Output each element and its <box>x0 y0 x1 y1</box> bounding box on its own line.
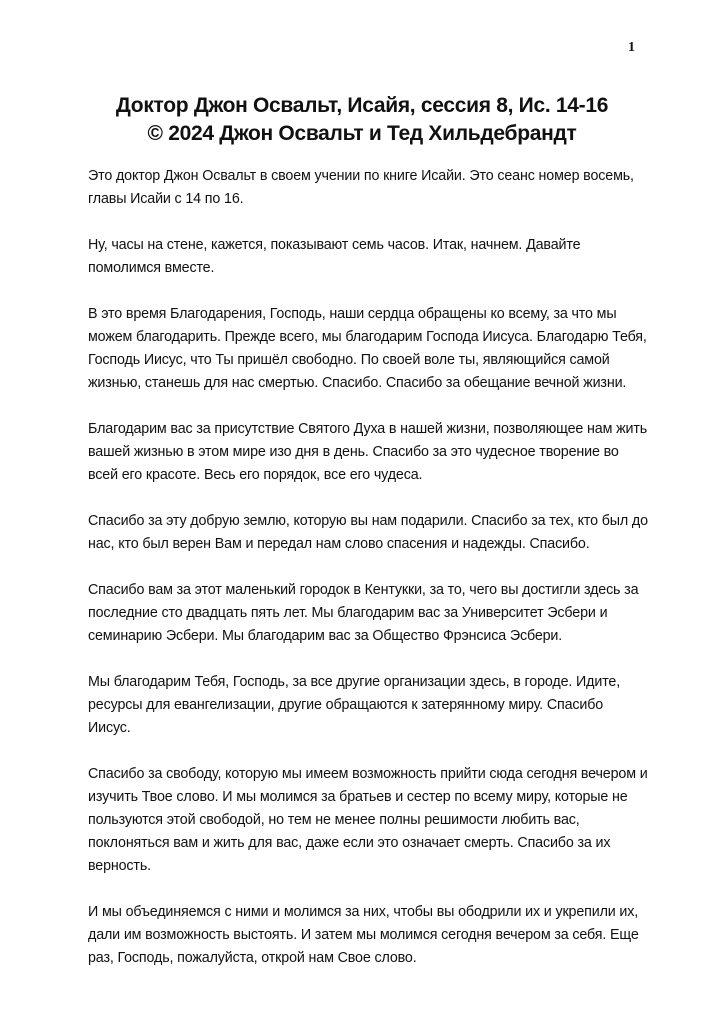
paragraph-5: Спасибо за эту добрую землю, которую вы нам подарили. Спасибо за тех, кто был до нас, кто был верен Вам и передал нам слово спасения и надежды. Спасибо. <box>88 513 648 552</box>
paragraph-3: В это время Благодарения, Господь, наши сердца обращены ко всему, за что мы можем благодарить. Прежде всего, мы благодарим Господа Иисуса. Благодарю Тебя, Господь Иисус, что Ты пришёл свободно. По своей воле ты, являющийся самой жизнью, станешь для нас смертью. Спасибо. Спасибо за обещание вечной жизни. <box>88 306 647 391</box>
paragraph-6: Спасибо вам за этот маленький городок в Кентукки, за то, чего вы достигли здесь за последние сто двадцать пять лет. Мы благодарим вас за Университет Эсбери и семинарию Эсбери. Мы благодарим вас за Общество Фрэнсиса Эсбери. <box>88 582 639 644</box>
paragraph-1: Это доктор Джон Освальт в своем учении по книге Исайи. Это сеанс номер восемь, главы Исайи с 14 по 16. <box>88 168 634 207</box>
paragraph-2: Ну, часы на стене, кажется, показывают семь часов. Итак, начнем. Давайте помолимся вместе. <box>88 237 581 276</box>
document-title <box>0 92 724 148</box>
page-number: 1 <box>628 40 635 55</box>
document-body <box>88 165 648 993</box>
paragraph-8: Спасибо за свободу, которую мы имеем возможность прийти сюда сегодня вечером и изучить Твое слово. И мы молимся за братьев и сестер по всему миру, которые не пользуются этой свободой, но тем не менее полны решимости любить вас, поклоняться вам и жить для вас, даже если это означает смерть. Спасибо за их верность. <box>88 766 648 874</box>
paragraph-9: И мы объединяемся с ними и молимся за них, чтобы вы ободрили их и укрепили их, дали им возможность выстоять. И затем мы молимся сегодня вечером за себя. Еще раз, Господь, пожалуйста, открой нам Свое слово. <box>88 904 639 966</box>
title-line-2: © 2024 Джон Освальт и Тед Хильдебрандт <box>147 122 577 145</box>
title-line-1: Доктор Джон Освальт, Исайя, сессия 8, Ис. 14-16 <box>115 94 609 117</box>
paragraph-7: Мы благодарим Тебя, Господь, за все другие организации здесь, в городе. Идите, ресурсы для евангелизации, другие обращаются к затерянному миру. Спасибо Иисус. <box>88 674 621 736</box>
paragraph-4: Благодарим вас за присутствие Святого Духа в нашей жизни, позволяющее нам жить вашей жизнью в этом мире изо дня в день. Спасибо за это чудесное творение во всей его красоте. Весь его порядок, все его чудеса. <box>88 421 648 483</box>
